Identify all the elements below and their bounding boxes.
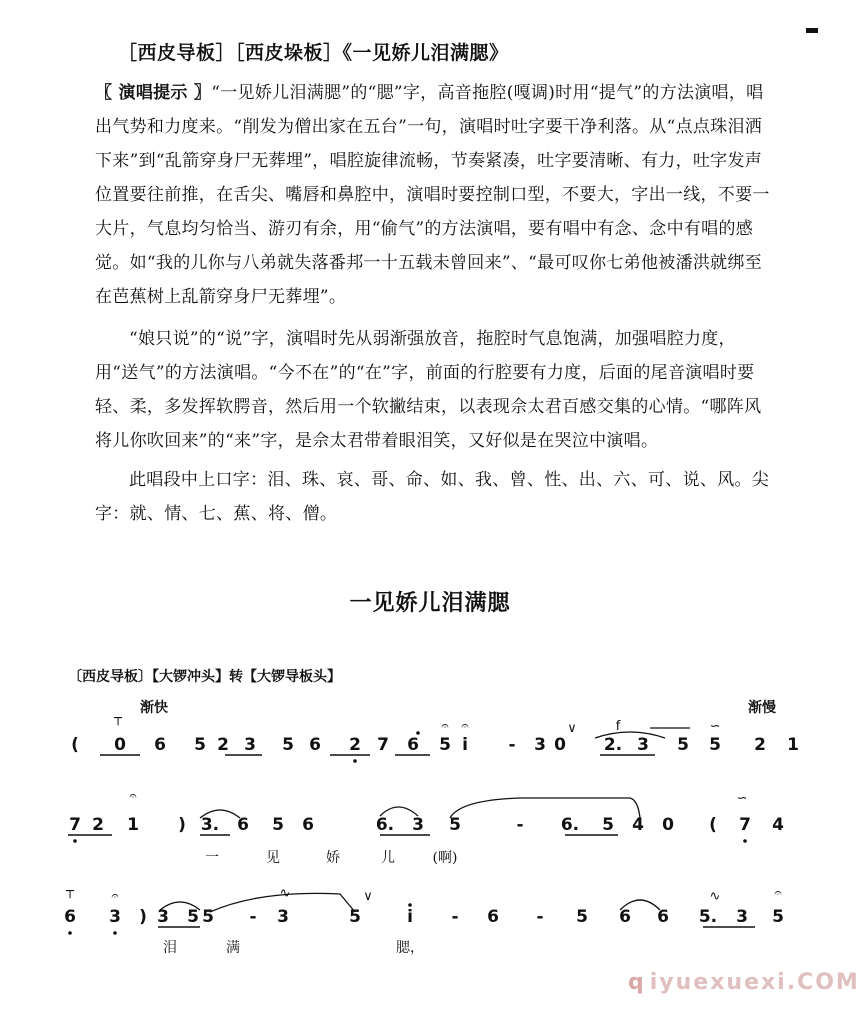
- octave-dot-high: [416, 731, 420, 735]
- octave-dot-high: [408, 903, 412, 907]
- jianpu-note: 1: [127, 815, 139, 835]
- jianpu-note: 4: [772, 815, 784, 835]
- tempo-marking: 渐快: [140, 700, 168, 716]
- jianpu-note: 6: [619, 907, 631, 927]
- paragraph-3: 此唱段中上口字：泪、珠、哀、哥、命、如、我、曾、性、出、六、可、说、风。尖字：就、情、七、蕉、将、僧。: [95, 470, 770, 524]
- jianpu-note: 5: [439, 735, 451, 755]
- notation-mark: 𝄐: [461, 719, 469, 734]
- jianpu-note: -: [451, 907, 459, 927]
- jianpu-note: 5: [187, 907, 199, 927]
- notation-mark: 𝄐: [111, 889, 119, 904]
- jianpu-note: (: [709, 815, 717, 835]
- jianpu-note: 3.: [200, 815, 220, 835]
- jianpu-note: 1: [787, 735, 799, 755]
- jianpu-note: 6: [237, 815, 249, 835]
- paragraph-1: [95, 76, 773, 314]
- jianpu-note: -: [516, 815, 524, 835]
- jianpu-note: 6: [657, 907, 669, 927]
- notation-mark: ∨: [363, 889, 373, 904]
- jianpu-note: 3: [534, 735, 546, 755]
- jianpu-note: 2: [217, 735, 229, 755]
- jianpu-note: 5: [602, 815, 614, 835]
- lyric-char: 满: [226, 940, 240, 956]
- jianpu-note: 6: [154, 735, 166, 755]
- song-title: 一见娇儿泪满腮: [349, 591, 511, 616]
- watermark-logo: q: [628, 970, 646, 995]
- notation-mark: ┬: [66, 884, 74, 899]
- notation-mark: ┬: [114, 711, 122, 726]
- jianpu-note: 3: [277, 907, 289, 927]
- jianpu-note: 0: [554, 735, 566, 755]
- notation-mark: 𝄐: [774, 886, 782, 901]
- notation-mark: 𝄐: [441, 719, 449, 734]
- section-heading: ［西皮导板］［西皮垛板］《一见娇儿泪满腮》: [118, 42, 509, 64]
- jianpu-note: 6: [309, 735, 321, 755]
- jianpu-note: 5: [772, 907, 784, 927]
- lyric-char: 腮，: [396, 940, 424, 956]
- jianpu-note: 5: [202, 907, 214, 927]
- jianpu-note: 4: [632, 815, 644, 835]
- notation-mark: ∽: [736, 791, 748, 806]
- octave-dot-low: [353, 759, 357, 763]
- corner-mark: [806, 28, 818, 33]
- watermark-text: iyuexuexi.COM: [649, 970, 860, 995]
- jianpu-notation: [0, 690, 860, 970]
- jianpu-note: 6.: [560, 815, 580, 835]
- jianpu-note: 2.: [603, 735, 623, 755]
- jianpu-note: 2: [349, 735, 361, 755]
- paragraph-1-text: “一见娇儿泪满腮”的“腮”字，高音拖腔(嘎调)时用“提气”的方法演唱，唱出气势和力度来。“削发为僧出家在五台”一句，演唱时吐字要干净利落。从“点点珠泪洒下来”到“乱箭穿身尸无葬埋”，唱腔旋律流畅，节奏紧凑，吐字要清晰、有力，吐字发声位置要往前推，在舌尖、嘴唇和鼻腔中，演唱时要控制口型，不要大，字出一线，不要一大片，气息均匀恰当、游刃有余，用“偷气”的方法演唱，要有唱中有念、念中有唱的感觉。如“我的儿你与八弟就失落番邦一十五载未曾回来”、“最可叹你七弟他被潘洪就绑至在芭蕉树上乱箭穿身尸无葬埋”。: [95, 83, 770, 307]
- jianpu-note: 3: [244, 735, 256, 755]
- jianpu-note: 3: [736, 907, 748, 927]
- jianpu-note: 2: [754, 735, 766, 755]
- jianpu-note: 7: [739, 815, 751, 835]
- jianpu-note: 3: [412, 815, 424, 835]
- notation-row-3: [64, 884, 784, 956]
- jianpu-note: ): [139, 907, 147, 927]
- jianpu-note: 5.: [698, 907, 718, 927]
- lyric-char: (啊): [432, 850, 458, 866]
- jianpu-note: 3: [109, 907, 121, 927]
- jianpu-note: 5: [194, 735, 206, 755]
- jianpu-note: -: [249, 907, 257, 927]
- jianpu-note: 5: [576, 907, 588, 927]
- jianpu-note: 5: [677, 735, 689, 755]
- octave-dot-low: [743, 839, 747, 843]
- jianpu-note: 6: [407, 735, 419, 755]
- tempo-marking: 渐慢: [748, 700, 776, 716]
- tip-label: 〖 演唱提示 〗: [95, 83, 212, 103]
- jianpu-note: 6.: [375, 815, 395, 835]
- jianpu-note: (: [71, 735, 79, 755]
- notation-mark: ∿: [709, 889, 721, 904]
- lyric-char: 娇: [326, 850, 340, 866]
- site-watermark: [628, 970, 860, 995]
- notation-row-1: [71, 699, 799, 763]
- jianpu-note: i: [462, 735, 468, 755]
- notation-row-2: [68, 789, 784, 866]
- lyric-char: 见: [266, 850, 280, 866]
- jianpu-note: 0: [114, 735, 126, 755]
- jianpu-note: 6: [487, 907, 499, 927]
- jianpu-note: 5: [449, 815, 461, 835]
- jianpu-note: 5: [709, 735, 721, 755]
- notation-mark: ∨: [567, 721, 577, 736]
- jianpu-note: i: [407, 907, 413, 927]
- jianpu-note: 6: [64, 907, 76, 927]
- octave-dot-low: [73, 839, 77, 843]
- paragraph-2: “娘只说”的“说”字，演唱时先从弱渐强放音，拖腔时气息饱满，加强唱腔力度，用“送气”的方法演唱。“今不在”的“在”字，前面的行腔要有力度，后面的尾音演唱时要轻、柔，多发挥软腭音，然后用一个软撇结束，以表现佘太君百感交集的心情。“哪阵风将儿你吹回来”的“来”字，是佘太君带着眼泪笑，又好似是在哭泣中演唱。: [95, 329, 762, 451]
- jianpu-note: 6: [302, 815, 314, 835]
- jianpu-note: ): [178, 815, 186, 835]
- jianpu-note: 5: [282, 735, 294, 755]
- jianpu-note: 7: [69, 815, 81, 835]
- jianpu-note: 0: [662, 815, 674, 835]
- jianpu-note: 5: [272, 815, 284, 835]
- jianpu-note: -: [536, 907, 544, 927]
- notation-mark: ∽: [709, 719, 721, 734]
- jianpu-note: -: [508, 735, 516, 755]
- jianpu-note: 3: [157, 907, 169, 927]
- octave-dot-low: [113, 931, 117, 935]
- octave-dot-low: [68, 931, 72, 935]
- notation-mark: 𝄐: [129, 789, 137, 804]
- jianpu-note: 5: [349, 907, 361, 927]
- notation-mark: f: [615, 719, 621, 734]
- jianpu-note: 3: [637, 735, 649, 755]
- jianpu-note: 7: [377, 735, 389, 755]
- mode-line: 〔西皮导板〕【大锣冲头】转【大锣导板头】: [68, 669, 341, 685]
- jianpu-note: 2: [92, 815, 104, 835]
- lyric-char: 泪: [163, 940, 177, 956]
- lyric-char: 一: [205, 850, 219, 866]
- lyric-char: 儿: [381, 850, 395, 866]
- notation-mark: ∿: [279, 886, 291, 901]
